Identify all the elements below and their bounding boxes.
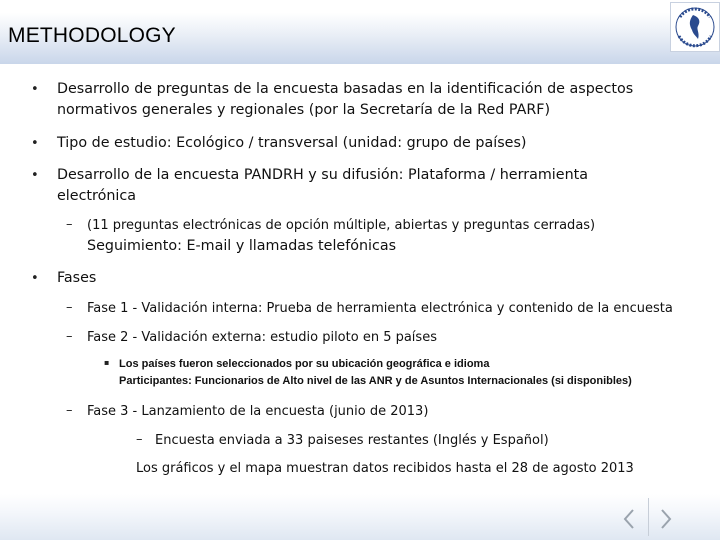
phase-2: Fase 2 - Validación externa: estudio piloto en 5 países [87,330,437,345]
small-bullet-marker: ▪ [104,358,110,367]
bullet-marker: • [31,271,39,286]
phase-2-note-line-1: Los países fueron seleccionados por su ubicación geográfica e idioma [119,358,490,370]
bullet-4: Fases [57,270,97,286]
dash-marker: – [66,329,73,344]
dash-marker: – [66,403,73,418]
dash-marker: – [66,217,73,232]
dash-marker: – [136,432,143,447]
bullet-3-line-2: electrónica [57,188,136,204]
bullet-marker: • [31,82,39,97]
phase-3: Fase 3 - Lanzamiento de la encuesta (junio de 2013) [87,404,429,419]
bullet-1-line-2: normativos generales y regionales (por la Secretaría de la Red PARF) [57,102,551,118]
page-title: METHODOLOGY [8,24,176,47]
dash-marker: – [66,300,73,315]
phase-1: Fase 1 - Validación interna: Prueba de herramienta electrónica y contenido de la encuesta [87,301,673,316]
phase-3-sub: Encuesta enviada a 33 paiseses restantes (Inglés y Español) [155,433,549,448]
bullet-2: Tipo de estudio: Ecológico / transversal (unidad: grupo de países) [57,135,527,151]
next-slide-button[interactable] [655,504,677,534]
bullet-marker: • [31,136,39,151]
phase-3-note: Los gráficos y el mapa muestran datos recibidos hasta el 28 de agosto 2013 [136,461,634,476]
bullet-3-line-1: Desarrollo de la encuesta PANDRH y su difusión: Plataforma / herramienta [57,167,588,183]
nav-divider [648,498,649,536]
bullet-1-line-1: Desarrollo de preguntas de la encuesta basadas en la identificación de aspectos [57,81,634,97]
bullet-marker: • [31,168,39,183]
chevron-right-icon [655,504,677,534]
bullet-3-sub-1: (11 preguntas electrónicas de opción múltiple, abiertas y preguntas cerradas) [87,218,596,233]
footer-band [0,494,720,540]
previous-slide-button[interactable] [618,504,640,534]
chevron-left-icon [618,504,640,534]
phase-2-note-line-2: Participantes: Funcionarios de Alto nivel de las ANR y de Asuntos Internacionales (si disponibles) [119,375,632,387]
bullet-3-sub-2: Seguimiento: E-mail y llamadas telefónicas [87,238,397,254]
